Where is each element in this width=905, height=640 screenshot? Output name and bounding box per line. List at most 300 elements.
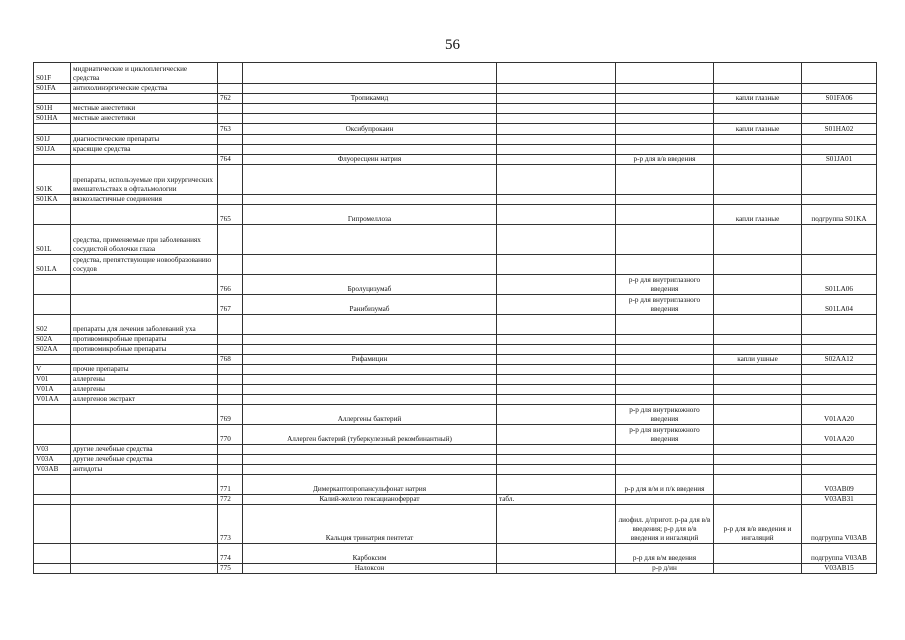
atc-code-cell	[802, 84, 877, 94]
description-cell: антихолинэргические средства	[71, 84, 218, 94]
atc-code-cell: V03AB09	[802, 475, 877, 495]
alt-dosage-form-cell	[714, 145, 802, 155]
description-cell: местные анестетики	[71, 114, 218, 124]
description-cell	[71, 564, 218, 574]
row-number-cell	[218, 395, 243, 405]
atc-code-cell: V03AB15	[802, 564, 877, 574]
row-number-cell	[218, 104, 243, 114]
description-cell: диагностические препараты	[71, 135, 218, 145]
code-cell	[34, 295, 71, 315]
table-row	[34, 425, 877, 445]
alt-dosage-form-cell	[714, 564, 802, 574]
table-row	[34, 255, 877, 275]
row-number-cell: 768	[218, 355, 243, 365]
drug-name-cell: Ранибизумаб	[243, 295, 497, 315]
dosage-form-note-cell	[497, 395, 616, 405]
code-cell: S02AA	[34, 345, 71, 355]
dosage-form-note-cell	[497, 63, 616, 84]
table-row	[34, 375, 877, 385]
alt-dosage-form-cell	[714, 445, 802, 455]
atc-code-cell: S01JA01	[802, 155, 877, 165]
atc-code-cell	[802, 135, 877, 145]
dosage-form-note-cell	[497, 345, 616, 355]
drug-list-table	[33, 62, 877, 574]
atc-code-cell	[802, 114, 877, 124]
dosage-form-note-cell	[497, 195, 616, 205]
table-row	[34, 335, 877, 345]
description-cell: антидоты	[71, 465, 218, 475]
table-row	[34, 155, 877, 165]
row-number-cell	[218, 145, 243, 155]
code-cell: S01K	[34, 165, 71, 195]
alt-dosage-form-cell	[714, 465, 802, 475]
code-cell: S01LA	[34, 255, 71, 275]
description-cell: красящие средства	[71, 145, 218, 155]
drug-name-cell: Бролуцизумаб	[243, 275, 497, 295]
atc-code-cell	[802, 345, 877, 355]
code-cell	[34, 544, 71, 564]
drug-name-cell	[243, 145, 497, 155]
atc-code-cell	[802, 395, 877, 405]
table-row	[34, 455, 877, 465]
row-number-cell: 767	[218, 295, 243, 315]
code-cell: S01J	[34, 135, 71, 145]
code-cell: S01FA	[34, 84, 71, 94]
dosage-form-cell: р-р д/ин	[616, 564, 714, 574]
alt-dosage-form-cell	[714, 114, 802, 124]
description-cell: аллергены	[71, 375, 218, 385]
drug-name-cell	[243, 395, 497, 405]
drug-name-cell	[243, 63, 497, 84]
drug-name-cell	[243, 385, 497, 395]
drug-name-cell: Налоксон	[243, 564, 497, 574]
row-number-cell	[218, 84, 243, 94]
description-cell: противомикробные препараты	[71, 335, 218, 345]
description-cell	[71, 295, 218, 315]
alt-dosage-form-cell: капли ушные	[714, 355, 802, 365]
atc-code-cell: S01FA06	[802, 94, 877, 104]
description-cell: препараты, используемые при хирургических вмешательствах в офтальмологии	[71, 165, 218, 195]
alt-dosage-form-cell	[714, 165, 802, 195]
drug-name-cell	[243, 165, 497, 195]
row-number-cell: 763	[218, 124, 243, 135]
row-number-cell	[218, 345, 243, 355]
alt-dosage-form-cell	[714, 63, 802, 84]
dosage-form-cell: р-р для внутрикожного введения	[616, 425, 714, 445]
code-cell: V	[34, 365, 71, 375]
table-row	[34, 165, 877, 195]
dosage-form-cell	[616, 104, 714, 114]
dosage-form-note-cell	[497, 544, 616, 564]
atc-code-cell	[802, 455, 877, 465]
code-cell: V03AB	[34, 465, 71, 475]
row-number-cell: 771	[218, 475, 243, 495]
dosage-form-cell	[616, 365, 714, 375]
table-row	[34, 63, 877, 84]
code-cell: S01JA	[34, 145, 71, 155]
dosage-form-cell	[616, 315, 714, 335]
description-cell	[71, 94, 218, 104]
drug-name-cell: Оксибупрокаин	[243, 124, 497, 135]
dosage-form-cell	[616, 445, 714, 455]
atc-code-cell	[802, 375, 877, 385]
dosage-form-note-cell	[497, 165, 616, 195]
drug-name-cell: Гипромеллоза	[243, 205, 497, 225]
row-number-cell: 764	[218, 155, 243, 165]
description-cell	[71, 275, 218, 295]
alt-dosage-form-cell	[714, 84, 802, 94]
description-cell: мидриатические и циклоплегические средства	[71, 63, 218, 84]
code-cell: V03A	[34, 455, 71, 465]
dosage-form-cell: р-р для внутриглазного введения	[616, 295, 714, 315]
atc-code-cell	[802, 465, 877, 475]
row-number-cell: 775	[218, 564, 243, 574]
table-row	[34, 84, 877, 94]
drug-name-cell: Аллерген бактерий (туберкулезный рекомбинантный)	[243, 425, 497, 445]
row-number-cell: 769	[218, 405, 243, 425]
row-number-cell	[218, 385, 243, 395]
dosage-form-note-cell	[497, 114, 616, 124]
description-cell	[71, 205, 218, 225]
code-cell	[34, 94, 71, 104]
code-cell	[34, 475, 71, 495]
dosage-form-note-cell	[497, 365, 616, 375]
alt-dosage-form-cell	[714, 375, 802, 385]
dosage-form-note-cell	[497, 94, 616, 104]
drug-name-cell	[243, 84, 497, 94]
drug-name-cell	[243, 315, 497, 335]
table-row	[34, 94, 877, 104]
alt-dosage-form-cell	[714, 295, 802, 315]
table-body	[34, 63, 877, 574]
dosage-form-cell	[616, 255, 714, 275]
description-cell: местные анестетики	[71, 104, 218, 114]
table-row	[34, 114, 877, 124]
code-cell: S01L	[34, 225, 71, 255]
table-row	[34, 475, 877, 495]
dosage-form-note-cell	[497, 225, 616, 255]
alt-dosage-form-cell	[714, 345, 802, 355]
dosage-form-cell: р-р для в/м и п/к введения	[616, 475, 714, 495]
code-cell	[34, 275, 71, 295]
dosage-form-cell	[616, 355, 714, 365]
drug-name-cell: Флуоресцеин натрия	[243, 155, 497, 165]
drug-name-cell: Тропикамид	[243, 94, 497, 104]
dosage-form-note-cell	[497, 505, 616, 544]
dosage-form-note-cell	[497, 475, 616, 495]
dosage-form-note-cell	[497, 124, 616, 135]
row-number-cell	[218, 225, 243, 255]
row-number-cell	[218, 195, 243, 205]
code-cell	[34, 155, 71, 165]
row-number-cell: 762	[218, 94, 243, 104]
alt-dosage-form-cell	[714, 135, 802, 145]
dosage-form-cell	[616, 465, 714, 475]
row-number-cell: 770	[218, 425, 243, 445]
dosage-form-cell	[616, 385, 714, 395]
alt-dosage-form-cell	[714, 405, 802, 425]
drug-name-cell: Кальция тринатрия пентетат	[243, 505, 497, 544]
atc-code-cell	[802, 165, 877, 195]
table-row	[34, 195, 877, 205]
dosage-form-cell	[616, 124, 714, 135]
dosage-form-note-cell	[497, 385, 616, 395]
code-cell	[34, 205, 71, 225]
table-row	[34, 275, 877, 295]
dosage-form-note-cell	[497, 84, 616, 94]
row-number-cell	[218, 445, 243, 455]
description-cell	[71, 405, 218, 425]
drug-name-cell	[243, 104, 497, 114]
dosage-form-cell	[616, 114, 714, 124]
dosage-form-note-cell	[497, 275, 616, 295]
code-cell	[34, 425, 71, 445]
dosage-form-note-cell	[497, 564, 616, 574]
row-number-cell: 772	[218, 495, 243, 505]
row-number-cell	[218, 465, 243, 475]
alt-dosage-form-cell: капли глазные	[714, 205, 802, 225]
drug-name-cell: Калий-железо гексацианоферрат	[243, 495, 497, 505]
alt-dosage-form-cell	[714, 495, 802, 505]
drug-name-cell: Аллергены бактерий	[243, 405, 497, 425]
dosage-form-cell: р-р для в/м введения	[616, 544, 714, 564]
drug-name-cell	[243, 445, 497, 455]
row-number-cell	[218, 255, 243, 275]
dosage-form-cell: лиофил. д/пригот. р-ра для в/в введения; р-р для в/в введения и ингаляций	[616, 505, 714, 544]
dosage-form-note-cell	[497, 375, 616, 385]
table-row	[34, 345, 877, 355]
table-row	[34, 124, 877, 135]
drug-name-cell	[243, 365, 497, 375]
table-row	[34, 104, 877, 114]
code-cell: V01A	[34, 385, 71, 395]
table-row	[34, 544, 877, 564]
dosage-form-cell	[616, 135, 714, 145]
table-row	[34, 385, 877, 395]
table-row	[34, 205, 877, 225]
atc-code-cell: V01AA20	[802, 405, 877, 425]
code-cell: S02	[34, 315, 71, 335]
atc-code-cell: S01LA06	[802, 275, 877, 295]
table-row	[34, 145, 877, 155]
code-cell: S02A	[34, 335, 71, 345]
code-cell	[34, 495, 71, 505]
table-row	[34, 315, 877, 335]
alt-dosage-form-cell: капли глазные	[714, 94, 802, 104]
dosage-form-note-cell	[497, 104, 616, 114]
description-cell: средства, применяемые при заболеваниях сосудистой оболочки глаза	[71, 225, 218, 255]
alt-dosage-form-cell	[714, 335, 802, 345]
description-cell: противомикробные препараты	[71, 345, 218, 355]
atc-code-cell	[802, 104, 877, 114]
drug-name-cell: Карбоксим	[243, 544, 497, 564]
dosage-form-cell	[616, 205, 714, 225]
dosage-form-cell	[616, 195, 714, 205]
alt-dosage-form-cell	[714, 195, 802, 205]
row-number-cell	[218, 165, 243, 195]
atc-code-cell	[802, 365, 877, 375]
dosage-form-cell	[616, 145, 714, 155]
drug-name-cell	[243, 375, 497, 385]
alt-dosage-form-cell	[714, 104, 802, 114]
code-cell	[34, 355, 71, 365]
dosage-form-note-cell	[497, 355, 616, 365]
alt-dosage-form-cell	[714, 255, 802, 275]
code-cell: S01F	[34, 63, 71, 84]
dosage-form-note-cell	[497, 135, 616, 145]
description-cell	[71, 544, 218, 564]
dosage-form-cell: р-р для внутриглазного введения	[616, 275, 714, 295]
drug-name-cell: Рифамицин	[243, 355, 497, 365]
dosage-form-note-cell: табл.	[497, 495, 616, 505]
table-row	[34, 225, 877, 255]
description-cell: аллергены	[71, 385, 218, 395]
atc-code-cell	[802, 225, 877, 255]
dosage-form-note-cell	[497, 335, 616, 345]
code-cell: V01AA	[34, 395, 71, 405]
dosage-form-note-cell	[497, 455, 616, 465]
row-number-cell	[218, 114, 243, 124]
description-cell	[71, 475, 218, 495]
atc-code-cell	[802, 445, 877, 455]
atc-code-cell: V01AA20	[802, 425, 877, 445]
atc-code-cell	[802, 335, 877, 345]
atc-code-cell: S01HA02	[802, 124, 877, 135]
dosage-form-note-cell	[497, 205, 616, 225]
alt-dosage-form-cell	[714, 455, 802, 465]
description-cell	[71, 505, 218, 544]
dosage-form-cell	[616, 63, 714, 84]
description-cell: другие лечебные средства	[71, 445, 218, 455]
alt-dosage-form-cell	[714, 475, 802, 495]
alt-dosage-form-cell	[714, 315, 802, 335]
alt-dosage-form-cell	[714, 395, 802, 405]
atc-code-cell	[802, 255, 877, 275]
code-cell	[34, 405, 71, 425]
alt-dosage-form-cell	[714, 275, 802, 295]
dosage-form-note-cell	[497, 315, 616, 335]
dosage-form-cell	[616, 455, 714, 465]
drug-name-cell	[243, 255, 497, 275]
code-cell: S01H	[34, 104, 71, 114]
drug-name-cell: Димеркаптопропансульфонат натрия	[243, 475, 497, 495]
alt-dosage-form-cell	[714, 425, 802, 445]
dosage-form-note-cell	[497, 465, 616, 475]
dosage-form-note-cell	[497, 425, 616, 445]
table-row	[34, 365, 877, 375]
atc-code-cell	[802, 63, 877, 84]
page-number: 56	[445, 37, 460, 53]
drug-name-cell	[243, 455, 497, 465]
dosage-form-note-cell	[497, 445, 616, 455]
code-cell: V01	[34, 375, 71, 385]
table-row	[34, 445, 877, 455]
description-cell: препараты для лечения заболеваний уха	[71, 315, 218, 335]
code-cell	[34, 124, 71, 135]
atc-code-cell: подгруппа V03AB	[802, 544, 877, 564]
dosage-form-cell	[616, 225, 714, 255]
drug-name-cell	[243, 225, 497, 255]
atc-code-cell: подгруппа S01KA	[802, 205, 877, 225]
dosage-form-cell	[616, 375, 714, 385]
dosage-form-cell	[616, 94, 714, 104]
row-number-cell	[218, 63, 243, 84]
alt-dosage-form-cell	[714, 155, 802, 165]
description-cell: аллергенов экстракт	[71, 395, 218, 405]
table-row	[34, 564, 877, 574]
table-row	[34, 495, 877, 505]
alt-dosage-form-cell	[714, 365, 802, 375]
dosage-form-cell	[616, 495, 714, 505]
atc-code-cell: S01LA04	[802, 295, 877, 315]
description-cell	[71, 155, 218, 165]
description-cell	[71, 124, 218, 135]
dosage-form-cell: р-р для внутрикожного введения	[616, 405, 714, 425]
dosage-form-cell	[616, 165, 714, 195]
description-cell	[71, 355, 218, 365]
row-number-cell: 774	[218, 544, 243, 564]
table-row	[34, 405, 877, 425]
description-cell	[71, 425, 218, 445]
row-number-cell	[218, 365, 243, 375]
code-cell	[34, 564, 71, 574]
atc-code-cell: V03AB31	[802, 495, 877, 505]
drug-name-cell	[243, 335, 497, 345]
row-number-cell	[218, 315, 243, 335]
row-number-cell	[218, 335, 243, 345]
dosage-form-cell: р-р для в/в введения	[616, 155, 714, 165]
row-number-cell: 766	[218, 275, 243, 295]
table-row	[34, 465, 877, 475]
atc-code-cell	[802, 315, 877, 335]
table-row	[34, 505, 877, 544]
drug-name-cell	[243, 465, 497, 475]
dosage-form-cell	[616, 335, 714, 345]
atc-code-cell	[802, 195, 877, 205]
atc-code-cell	[802, 145, 877, 155]
dosage-form-note-cell	[497, 155, 616, 165]
row-number-cell: 765	[218, 205, 243, 225]
alt-dosage-form-cell: р-р для в/в введения и ингаляций	[714, 505, 802, 544]
dosage-form-note-cell	[497, 295, 616, 315]
row-number-cell	[218, 455, 243, 465]
table-row	[34, 395, 877, 405]
table-row	[34, 295, 877, 315]
code-cell: V03	[34, 445, 71, 455]
description-cell	[71, 495, 218, 505]
alt-dosage-form-cell	[714, 544, 802, 564]
alt-dosage-form-cell: капли глазные	[714, 124, 802, 135]
atc-code-cell: S02AA12	[802, 355, 877, 365]
drug-name-cell	[243, 345, 497, 355]
table-row	[34, 135, 877, 145]
row-number-cell	[218, 375, 243, 385]
dosage-form-cell	[616, 395, 714, 405]
description-cell: другие лечебные средства	[71, 455, 218, 465]
drug-name-cell	[243, 195, 497, 205]
description-cell: прочие препараты	[71, 365, 218, 375]
drug-name-cell	[243, 114, 497, 124]
alt-dosage-form-cell	[714, 225, 802, 255]
dosage-form-cell	[616, 84, 714, 94]
table-row	[34, 355, 877, 365]
code-cell	[34, 505, 71, 544]
alt-dosage-form-cell	[714, 385, 802, 395]
atc-code-cell: подгруппа V03AB	[802, 505, 877, 544]
dosage-form-cell	[616, 345, 714, 355]
code-cell: S01KA	[34, 195, 71, 205]
dosage-form-note-cell	[497, 255, 616, 275]
